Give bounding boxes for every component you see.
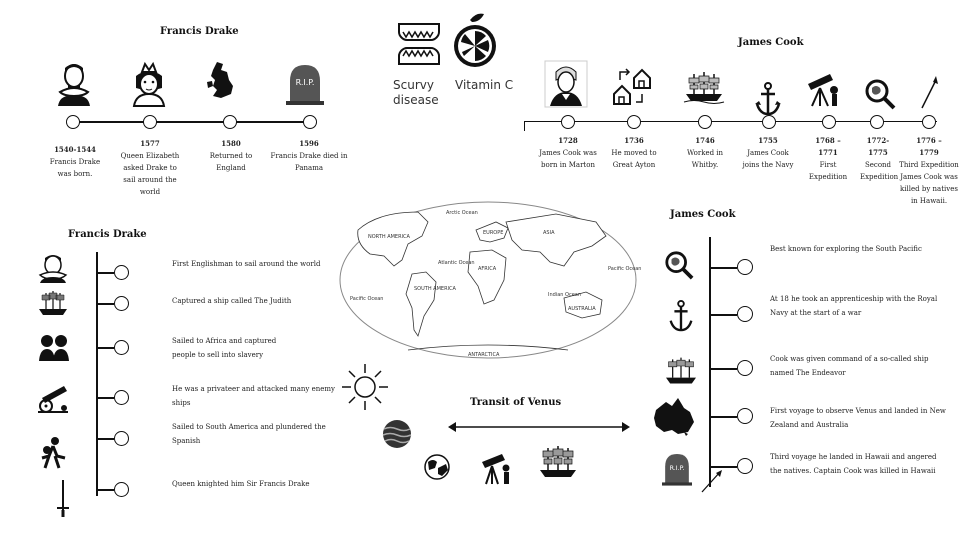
cook-list-node[interactable] bbox=[737, 259, 753, 275]
cook-event bbox=[860, 135, 899, 183]
cook-list-node[interactable] bbox=[737, 458, 753, 474]
drake-list-node[interactable] bbox=[114, 390, 129, 405]
svg-text:SOUTH AMERICA: SOUTH AMERICA bbox=[414, 286, 456, 292]
sun-icon bbox=[340, 362, 390, 412]
drake-list-connector bbox=[97, 347, 114, 349]
drake-list-connector bbox=[97, 397, 114, 399]
drake-event bbox=[268, 138, 350, 174]
sword-icon bbox=[56, 478, 70, 518]
transit-arrow bbox=[448, 420, 630, 434]
event-year: 1776 – bbox=[916, 136, 942, 145]
cook-list-item: At 18 he took an apprenticeship with the Royal Navy at the start of a war bbox=[770, 295, 938, 317]
event-year: 1755 bbox=[758, 136, 778, 145]
drake-timeline-node[interactable] bbox=[66, 115, 80, 129]
venus-planet-icon bbox=[382, 419, 412, 449]
drake-list-item: Sailed to Africa and captured people to sell into slavery bbox=[172, 337, 277, 359]
svg-text:Pacific Ocean: Pacific Ocean bbox=[350, 296, 384, 302]
cook-portrait-icon bbox=[544, 60, 588, 108]
australia-map-icon bbox=[650, 396, 696, 436]
event-year2: 1771 bbox=[818, 148, 838, 157]
cook-timeline-node[interactable] bbox=[627, 115, 641, 129]
cook-list-connector bbox=[710, 267, 737, 269]
spear-icon bbox=[920, 74, 940, 110]
drake-list-node[interactable] bbox=[114, 265, 129, 280]
drake-timeline-node[interactable] bbox=[303, 115, 317, 129]
drake-timeline-line bbox=[72, 121, 312, 123]
drake-list-node[interactable] bbox=[114, 482, 129, 497]
anchor-icon bbox=[755, 82, 781, 116]
drake-list-item: Sailed to South America and plundered the Spanish bbox=[172, 423, 326, 445]
cook-list-connector bbox=[710, 314, 737, 316]
cook-list-item: First voyage to observe Venus and landed in New Zealand and Australia bbox=[770, 407, 946, 429]
world-map bbox=[338, 200, 642, 360]
svg-text:Indian Ocean: Indian Ocean bbox=[548, 292, 582, 298]
event-year2: 1775 bbox=[868, 148, 888, 157]
event-year: 1577 bbox=[140, 139, 160, 148]
event-year2: 1779 bbox=[919, 148, 939, 157]
svg-text:R.I.P.: R.I.P. bbox=[295, 78, 315, 87]
cook-list-item: Third voyage he landed in Hawaii and angered the natives. Captain Cook was killed in Hawaii bbox=[770, 453, 937, 475]
drake-head-icon bbox=[38, 253, 68, 283]
cook-list-title: James Cook bbox=[670, 209, 736, 220]
cook-list-connector bbox=[710, 466, 737, 468]
svg-text:R.I.P.: R.I.P. bbox=[669, 464, 685, 472]
event-year: 1772- bbox=[866, 136, 890, 145]
houses-move-icon bbox=[612, 66, 652, 106]
event-year: 1736 bbox=[624, 136, 644, 145]
cook-event bbox=[800, 135, 856, 183]
cook-list-line bbox=[709, 237, 711, 487]
svg-text:ASIA: ASIA bbox=[543, 230, 555, 236]
drake-timeline-node[interactable] bbox=[143, 115, 157, 129]
drake-event bbox=[118, 138, 182, 198]
event-text: Queen Elizabeth asked Drake to sail around the world bbox=[120, 152, 180, 196]
cook-list-node[interactable] bbox=[737, 408, 753, 424]
cook-event bbox=[898, 135, 960, 207]
svg-text:AFRICA: AFRICA bbox=[478, 266, 497, 272]
telescope-observer-icon bbox=[480, 452, 514, 486]
spear-icon bbox=[700, 468, 724, 494]
event-text: James Cook joins the Navy bbox=[742, 149, 794, 169]
drake-list-item: Captured a ship called The Judith bbox=[172, 297, 292, 305]
drake-list-item: He was a privateer and attacked many enemy ships bbox=[172, 385, 335, 407]
cook-list-node[interactable] bbox=[737, 306, 753, 322]
event-year: 1596 bbox=[299, 139, 319, 148]
svg-text:Atlantic Ocean: Atlantic Ocean bbox=[438, 260, 475, 266]
event-text: He moved to Great Ayton bbox=[611, 149, 657, 169]
gravestone-icon bbox=[286, 63, 324, 105]
drake-list-line bbox=[96, 252, 98, 496]
gravestone-icon bbox=[662, 452, 692, 486]
svg-text:NORTH AMERICA: NORTH AMERICA bbox=[368, 234, 410, 240]
cook-timeline-node[interactable] bbox=[561, 115, 575, 129]
cook-event bbox=[538, 135, 598, 171]
teeth-icon bbox=[395, 18, 443, 70]
ship-endeavour-icon bbox=[664, 356, 698, 386]
running-thief-icon bbox=[38, 436, 68, 470]
event-year: 1746 bbox=[695, 136, 715, 145]
cook-event bbox=[606, 135, 662, 171]
telescope-icon bbox=[806, 72, 842, 108]
cook-event bbox=[738, 135, 798, 171]
event-text: Francis Drake died in Panama bbox=[270, 152, 348, 172]
cook-timeline-node[interactable] bbox=[762, 115, 776, 129]
orange-slice-icon bbox=[452, 10, 498, 72]
event-text: Returned to England bbox=[209, 152, 253, 172]
ship-judith-icon bbox=[38, 290, 68, 318]
drake-list-connector bbox=[97, 303, 114, 305]
magnifier-globe-icon bbox=[864, 78, 896, 110]
event-text: James Cook was born in Marton bbox=[539, 149, 597, 169]
ship-icon bbox=[684, 70, 724, 104]
people-silhouette-icon bbox=[38, 333, 70, 361]
drake-list-title: Francis Drake bbox=[68, 229, 147, 240]
drake-list-connector bbox=[97, 272, 114, 274]
svg-text:AUSTRALIA: AUSTRALIA bbox=[568, 306, 596, 312]
svg-text:EUROPE: EUROPE bbox=[483, 230, 504, 236]
cook-timeline-node[interactable] bbox=[698, 115, 712, 129]
drake-list-item: First Englishman to sail around the world bbox=[172, 260, 321, 268]
cook-timeline-node[interactable] bbox=[922, 115, 936, 129]
drake-timeline-title: Francis Drake bbox=[160, 26, 239, 37]
drake-event bbox=[45, 144, 105, 180]
drake-list-node[interactable] bbox=[114, 340, 129, 355]
event-text: First Expedition bbox=[808, 161, 848, 181]
event-year: 1728 bbox=[558, 136, 578, 145]
event-year: 1580 bbox=[221, 139, 241, 148]
cook-list-node[interactable] bbox=[737, 360, 753, 376]
magnifier-globe-icon bbox=[664, 250, 694, 280]
earth-globe-icon bbox=[424, 454, 450, 480]
event-year: 1768 – bbox=[815, 136, 841, 145]
britain-map-icon bbox=[205, 60, 235, 104]
cook-list-connector bbox=[710, 368, 737, 370]
drake-list-node[interactable] bbox=[114, 431, 129, 446]
drake-event bbox=[204, 138, 258, 174]
svg-text:Pacific Ocean: Pacific Ocean bbox=[608, 266, 642, 272]
event-text: Second Expedition bbox=[860, 161, 899, 181]
drake-timeline-node[interactable] bbox=[223, 115, 237, 129]
queen-elizabeth-icon bbox=[130, 62, 168, 106]
drake-list-node[interactable] bbox=[114, 296, 129, 311]
scurvy-label: Scurvy disease bbox=[393, 78, 439, 107]
drake-list-connector bbox=[97, 438, 114, 440]
cook-event bbox=[680, 135, 730, 171]
drake-portrait-icon bbox=[56, 62, 92, 106]
cook-timeline-node[interactable] bbox=[870, 115, 884, 129]
cook-timeline-node[interactable] bbox=[822, 115, 836, 129]
vitamin-c-label: Vitamin C bbox=[455, 78, 514, 92]
transit-of-venus-title: Transit of Venus bbox=[470, 397, 562, 408]
cannon-icon bbox=[36, 380, 70, 414]
svg-text:Arctic Ocean: Arctic Ocean bbox=[446, 210, 478, 216]
event-text: Worked in Whitby. bbox=[686, 149, 724, 169]
cook-timeline-title: James Cook bbox=[738, 37, 804, 48]
anchor-icon bbox=[668, 300, 694, 332]
drake-list-connector bbox=[97, 489, 114, 491]
event-text: Third Expedition James Cook was killed by natives in Hawaii. bbox=[899, 161, 959, 205]
svg-text:ANTARCTICA: ANTARCTICA bbox=[468, 352, 500, 358]
event-year: 1540-1544 bbox=[54, 145, 96, 154]
cook-list-connector bbox=[710, 416, 737, 418]
drake-list-item: Queen knighted him Sir Francis Drake bbox=[172, 480, 310, 488]
event-text: Francis Drake was born. bbox=[49, 158, 101, 178]
cook-list-item: Cook was given command of a so-called ship named The Endeavor bbox=[770, 355, 929, 377]
cook-list-item: Best known for exploring the South Pacific bbox=[770, 245, 922, 253]
ship-endeavour-icon bbox=[538, 444, 578, 480]
